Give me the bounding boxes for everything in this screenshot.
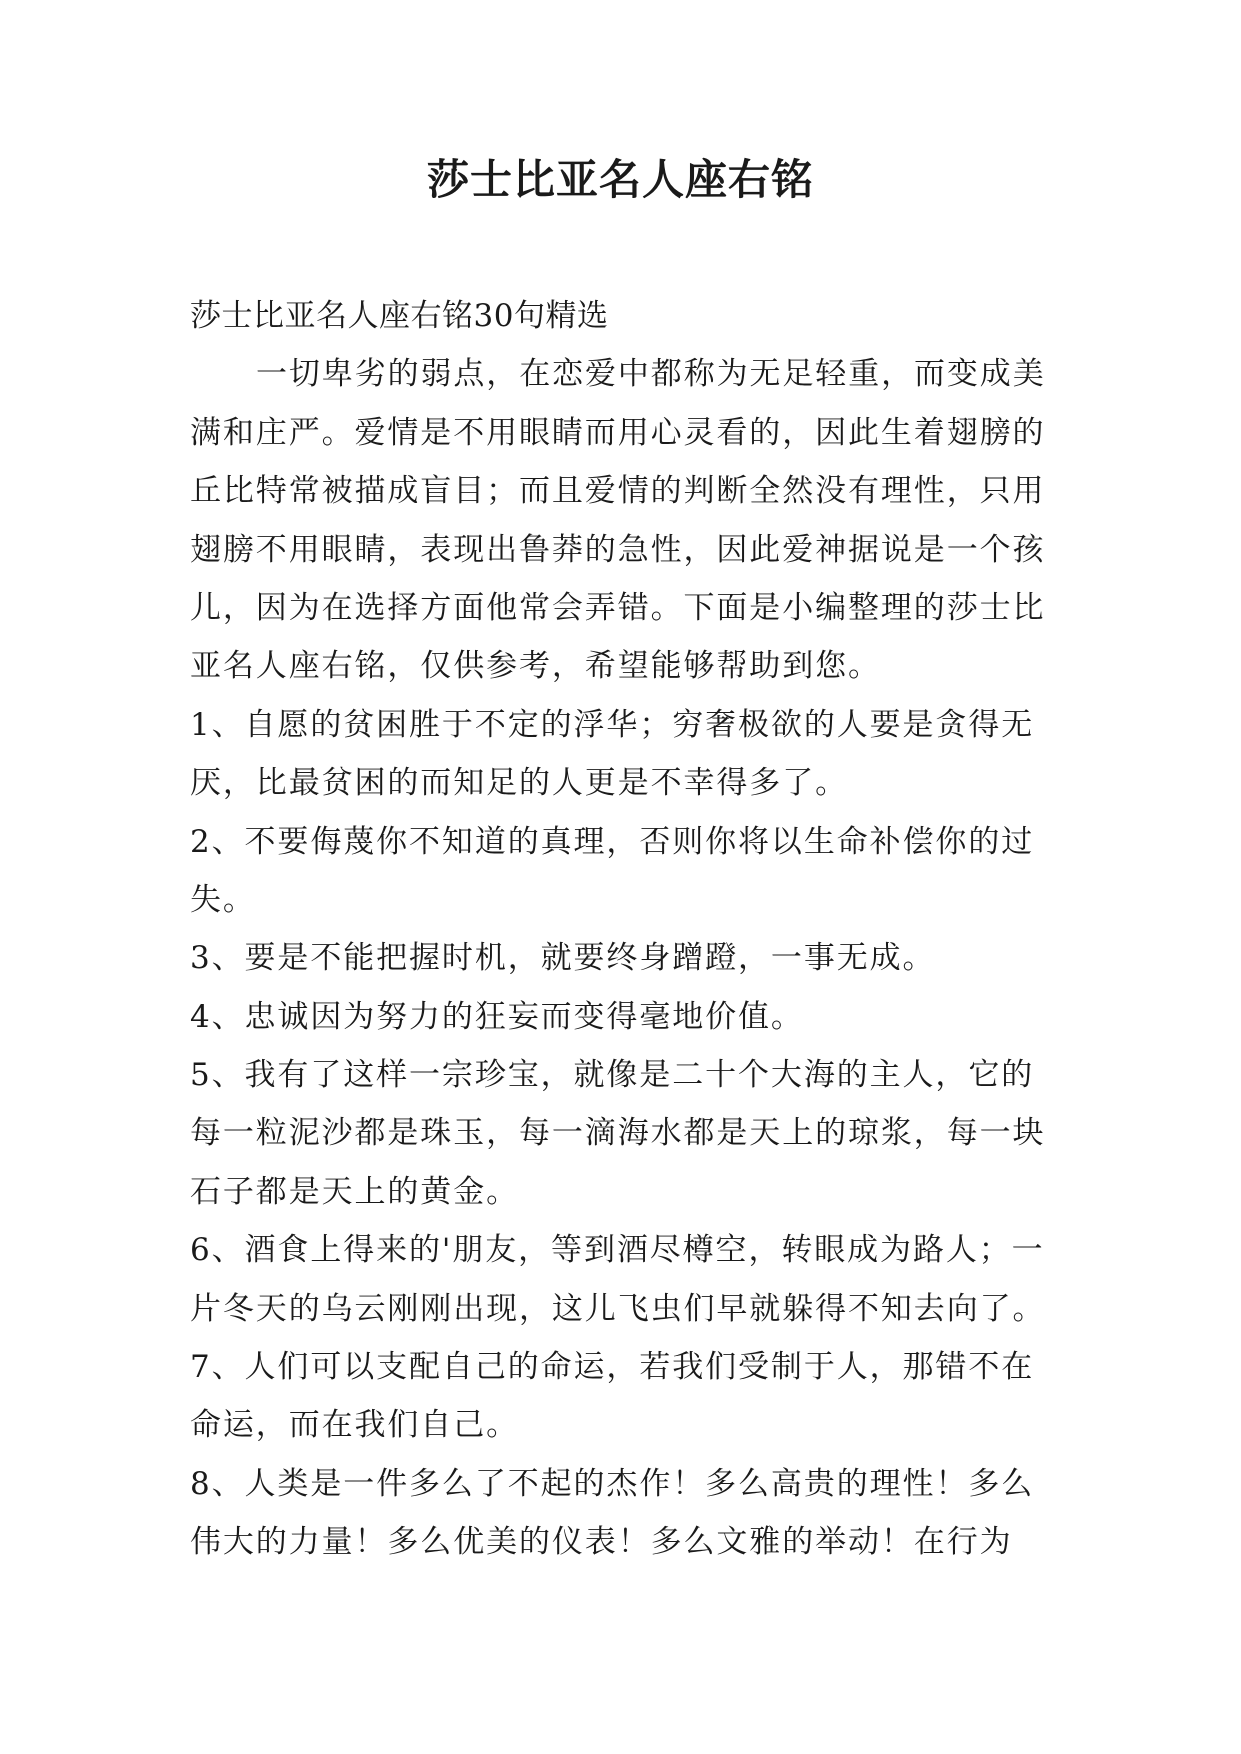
- quote-line: 伟大的力量！多么优美的仪表！多么文雅的举动！在行为: [190, 1524, 1013, 1561]
- document-subtitle: 莎士比亚名人座右铭30句精选: [190, 298, 609, 334]
- paragraph-line: 翅膀不用眼睛，表现出鲁莽的急性，因此爱神据说是一个孩: [190, 531, 1046, 568]
- quote-line: 6、酒食上得来的'朋友，等到酒尽樽空，转眼成为路人；一: [190, 1232, 1045, 1269]
- quote-line: 片冬天的乌云刚刚出现，这儿飞虫们早就躲得不知去向了。: [190, 1290, 1046, 1327]
- quote-line: 3、要是不能把握时机，就要终身蹭蹬，一事无成。: [190, 940, 936, 977]
- quote-line: 2、不要侮蔑你不知道的真理，否则你将以生命补偿你的过: [190, 823, 1035, 860]
- quote-line: 厌，比最贫困的而知足的人更是不幸得多了。: [190, 765, 848, 802]
- quote-line: 1、自愿的贫困胜于不定的浮华；穷奢极欲的人要是贪得无: [190, 706, 1035, 743]
- paragraph-line: 满和庄严。爱情是不用眼睛而用心灵看的，因此生着翅膀的: [190, 414, 1046, 451]
- quote-line: 命运，而在我们自己。: [190, 1407, 519, 1444]
- quote-line: 5、我有了这样一宗珍宝，就像是二十个大海的主人，它的: [190, 1057, 1035, 1094]
- paragraph-line: 儿，因为在选择方面他常会弄错。下面是小编整理的莎士比: [190, 589, 1046, 626]
- document-body: [190, 287, 1070, 1572]
- paragraph-line: 一切卑劣的弱点，在恋爱中都称为无足轻重，而变成美: [256, 356, 1046, 393]
- paragraph-line: 丘比特常被描成盲目；而且爱情的判断全然没有理性，只用: [190, 473, 1046, 510]
- paragraph-line: 亚名人座右铭，仅供参考，希望能够帮助到您。: [190, 648, 881, 685]
- quote-line: 失。: [190, 881, 256, 918]
- quote-line: 石子都是天上的黄金。: [190, 1173, 519, 1210]
- quote-line: 7、人们可以支配自己的命运，若我们受制于人，那错不在: [190, 1349, 1035, 1386]
- quote-line: 每一粒泥沙都是珠玉，每一滴海水都是天上的琼浆，每一块: [190, 1115, 1046, 1152]
- document-title: 莎士比亚名人座右铭: [426, 155, 814, 204]
- quote-line: 8、人类是一件多么了不起的杰作！多么高贵的理性！多么: [190, 1465, 1035, 1502]
- quote-line: 4、忠诚因为努力的狂妄而变得毫地价值。: [190, 998, 804, 1035]
